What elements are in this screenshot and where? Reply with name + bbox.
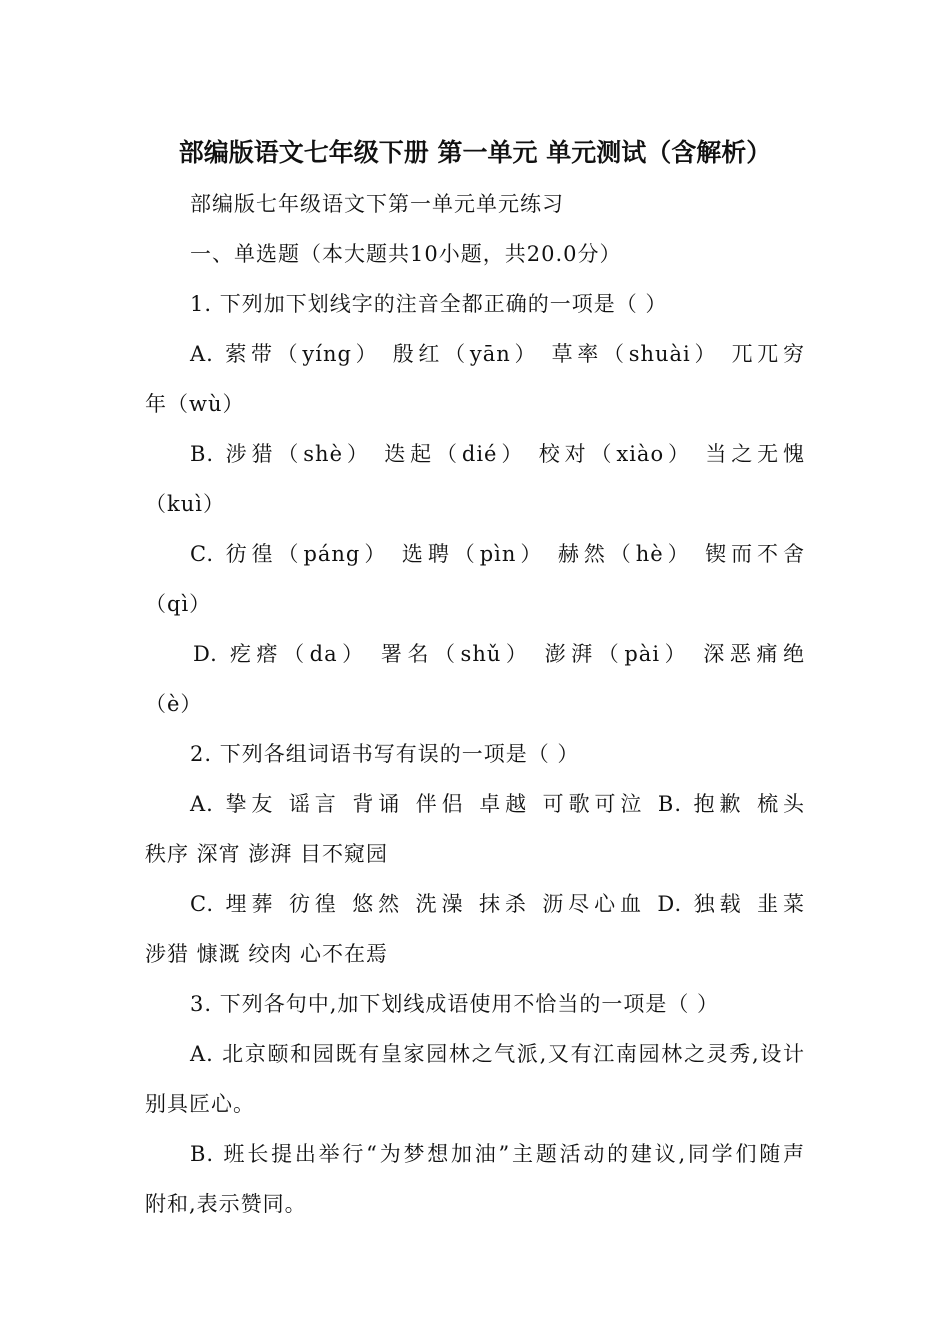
document-title: 部编版语文七年级下册 第一单元 单元测试（含解析）: [178, 138, 772, 167]
question-2-options-cd-cont: 涉猎 慷溉 绞肉 心不在焉: [145, 942, 389, 966]
question-1-option-b: B. 涉猎（shè） 迭起（dié） 校对（xiào） 当之无愧: [190, 442, 805, 466]
question-3-option-b-cont: 附和,表示赞同。: [145, 1192, 307, 1216]
question-1-option-b-cont: （kuì）: [145, 492, 225, 516]
question-1-stem: 1. 下列加下划线字的注音全都正确的一项是（ ）: [190, 292, 668, 316]
question-2-options-ab-cont: 秩序 深宵 澎湃 目不窥园: [145, 842, 389, 866]
section-heading: 一、单选题（本大题共10小题，共20.0分）: [190, 242, 622, 266]
question-3-stem: 3. 下列各句中,加下划线成语使用不恰当的一项是（ ）: [190, 992, 720, 1016]
question-2-stem: 2. 下列各组词语书写有误的一项是（ ）: [190, 742, 580, 766]
question-1-option-d-cont: （è）: [145, 692, 203, 716]
subtitle: 部编版七年级语文下第一单元单元练习: [190, 192, 564, 216]
question-3-option-a: A. 北京颐和园既有皇家园林之气派,又有江南园林之灵秀,设计: [190, 1042, 805, 1066]
question-2-options-cd: C. 埋葬 彷徨 悠然 洗澡 抹杀 沥尽心血 D. 独载 韭菜: [190, 892, 805, 916]
question-1-option-a: A. 萦带（yíng） 殷红（yān） 草率（shuài） 兀兀穷: [190, 342, 805, 366]
question-3-option-b: B. 班长提出举行“为梦想加油”主题活动的建议,同学们随声: [190, 1142, 805, 1166]
question-3-option-a-cont: 别具匠心。: [145, 1092, 255, 1116]
question-2-options-ab: A. 挚友 谣言 背诵 伴侣 卓越 可歌可泣 B. 抱歉 梳头: [190, 792, 805, 816]
question-1-option-a-cont: 年（wù）: [145, 392, 245, 416]
question-1-option-c-cont: （qì）: [145, 592, 212, 616]
question-1-option-c: C. 彷徨（páng） 选聘（pìn） 赫然（hè） 锲而不舍: [190, 542, 805, 566]
question-1-option-d: D. 疙瘩（da） 署名（shǔ） 澎湃（pài） 深恶痛绝: [193, 642, 805, 666]
